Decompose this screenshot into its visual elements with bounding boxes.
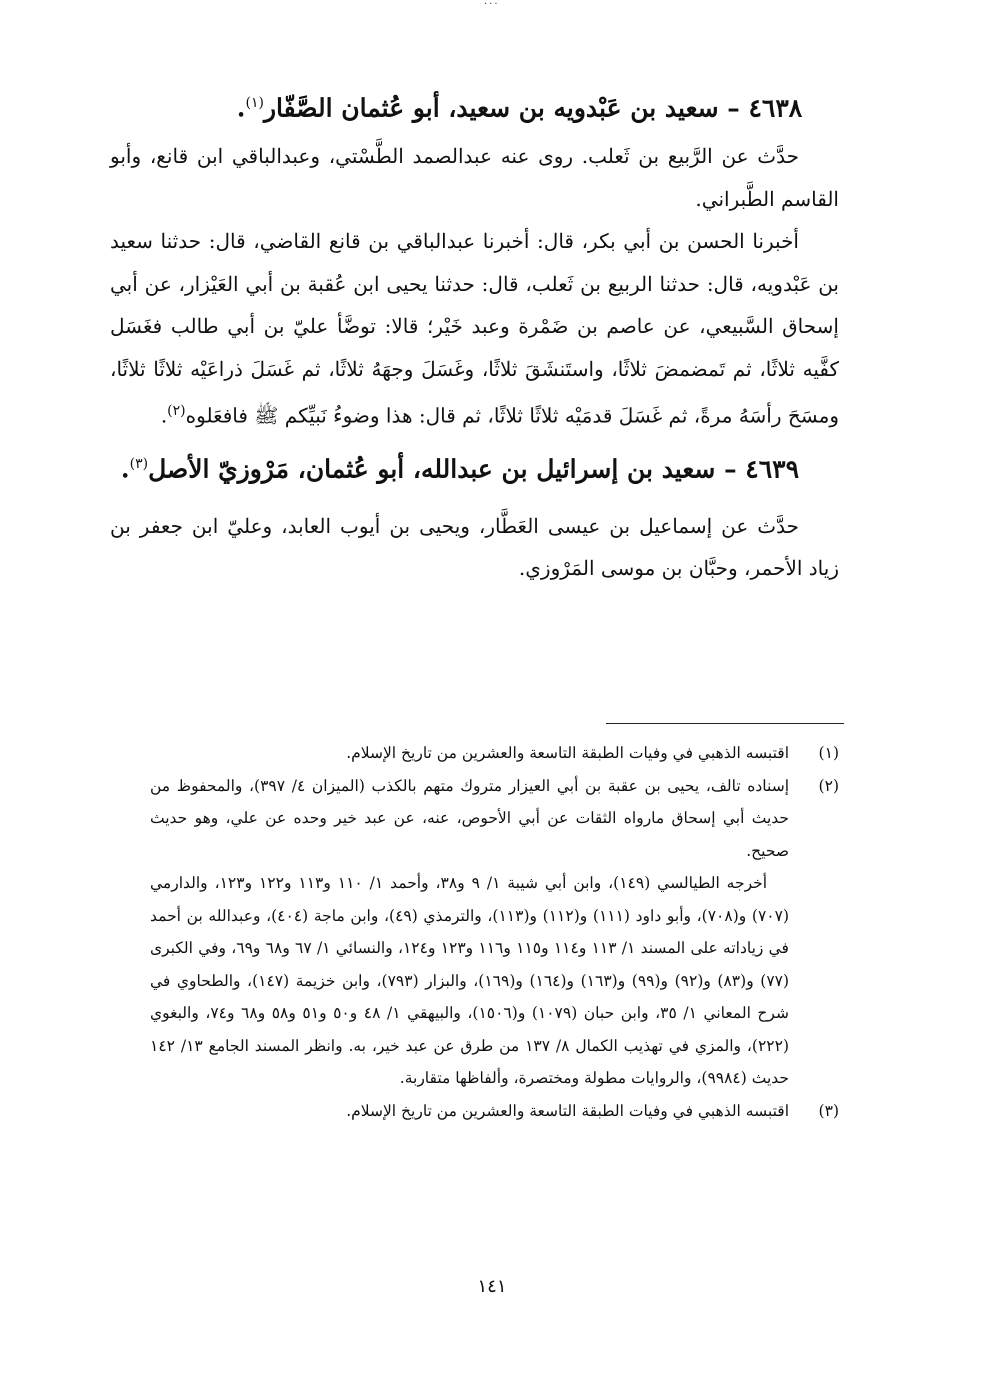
footnote-2 <box>150 770 839 868</box>
main-text <box>110 80 839 590</box>
entry-4638-heading-text: ٤٦٣٨ – سعيد بن عَبْدويه بن سعيد، أبو عُثمان الصَّفّار <box>263 93 803 123</box>
entry-4638-paragraph-2 <box>110 220 839 437</box>
entry-4639-heading-end: . <box>120 454 130 484</box>
page-number: ١٤١ <box>477 1276 507 1297</box>
footnote-ref-2[interactable]: (٢) <box>167 403 186 420</box>
footnote-separator <box>606 723 844 724</box>
footnote-3-number: (٣) <box>818 1101 839 1120</box>
entry-4638-paragraph-2-text: أخبرنا الحسن بن أبي بكر، قال: أخبرنا عبدالباقي بن قانع القاضي، قال: حدثنا سعيد بن عَبْدويه، قال: حدثنا الربيع بن ثَعلب، قال: حدثنا يحيى ابن عُقبة بن أبي العَيْزار، عن أبي إسحاق السَّبيعي، عن عاصم بن ضَمْرة وعبد خَيْر؛ قالا: توضَّأ عليّ بن أبي طالب فغَسَل كفَّيه ثلاثًا، ثم تَمضمضَ ثلاثًا، واستَنشَقَ ثلاثًا، وغَسَلَ وجهَهُ ثلاثًا، ثم غَسَلَ ذراعَيْه ثلاثًا ثلاثًا، ومسَحَ رأسَهُ مرةً، ثم غَسَلَ قدمَيْه ثلاثًا ثلاثًا، ثم قال: هذا وضوءُ نَبيِّكم ﷺ فافعَلوه <box>110 229 839 428</box>
footnote-2-text: إسناده تالف، يحيى بن عقبة بن أبي العيزار متروك متهم بالكذب (الميزان ٤/ ٣٩٧)، والمحفوظ من حديث أبي إسحاق مارواه الثقات عن أبي الأحوص، عنه، عن عبد خير وحده عن علي، وهو حديث صحيح. <box>150 776 789 860</box>
footnote-2-number: (٢) <box>818 776 839 795</box>
entry-4638-heading-end: . <box>236 93 246 123</box>
entry-4639-paragraph-1: حدَّث عن إسماعيل بن عيسى العَطَّار، ويحيى بن أيوب العابد، وعليّ ابن جعفر بن زياد الأحمر، وحبَّان بن موسى المَرْوزي. <box>110 513 839 581</box>
entry-4638-paragraph-1: حدَّث عن الرَّبيع بن ثَعلب. روى عنه عبدالصمد الطَّسْتي، وعبدالباقي ابن قانع، وأبو القاسم الطَّبراني. <box>110 144 839 211</box>
entry-4638-paragraph-2-end: . <box>160 403 168 428</box>
entry-4639-heading <box>110 441 839 492</box>
footnote-1-text: اقتبسه الذهبي في وفيات الطبقة التاسعة والعشرين من تاريخ الإسلام. <box>346 744 789 762</box>
entry-4638-heading <box>110 80 839 131</box>
footnote-3 <box>150 1095 839 1128</box>
footnote-ref-1[interactable]: (١) <box>245 95 264 111</box>
footnote-1-number: (١) <box>818 744 839 762</box>
scan-mark: ··· <box>484 0 500 10</box>
entry-4639-heading-text: ٤٦٣٩ – سعيد بن إسرائيل بن عبدالله، أبو عُثمان، مَرْوزيّ الأصل <box>148 454 799 484</box>
footnote-3-text: اقتبسه الذهبي في وفيات الطبقة التاسعة والعشرين من تاريخ الإسلام. <box>346 1101 789 1120</box>
footnote-2-continuation: أخرجه الطيالسي (١٤٩)، وابن أبي شيبة ١/ ٩ و٣٨، وأحمد ١/ ١١٠ و١١٣ و١٢٢ و١٢٣، والدارمي (٧٠٧) و(٧٠٨)، وأبو داود (١١١) و(١١٢) و(١١٣)، والترمذي (٤٩)، وابن ماجة (٤٠٤)، وعبدالله بن أحمد في زياداته على المسند ١/ ١١٣ و١١٤ و١١٥ و١١٦ و١٢٣ و١٢٤، والنسائي ١/ ٦٧ و٦٨ و٦٩، وفي الكبرى (٧٧) و(٨٣) و(٩٢) و(٩٩) و(١٦٣) و(١٦٤) و(١٦٩)، والبزار (٧٩٣)، وابن خزيمة (١٤٧)، والطحاوي في شرح المعاني ١/ ٣٥، وابن حبان (١٠٧٩) و(١٥٠٦)، والبيهقي ١/ ٤٨ و٥٠ و٥١ و٥٨ و٦٨ و٧٤، والبغوي (٢٢٢)، والمزي في تهذيب الكمال ٨/ ١٣٧ من طرق عن عبد خير، به. وانظر المسند الجامع ١٣/ ١٤٢ حديث (٩٩٨٤)، والروايات مطولة ومختصرة، وألفاظها متقاربة. <box>150 874 790 1087</box>
footnotes-section <box>150 737 839 1127</box>
footnote-ref-3[interactable]: (٣) <box>129 456 149 473</box>
footnote-1 <box>150 737 839 770</box>
